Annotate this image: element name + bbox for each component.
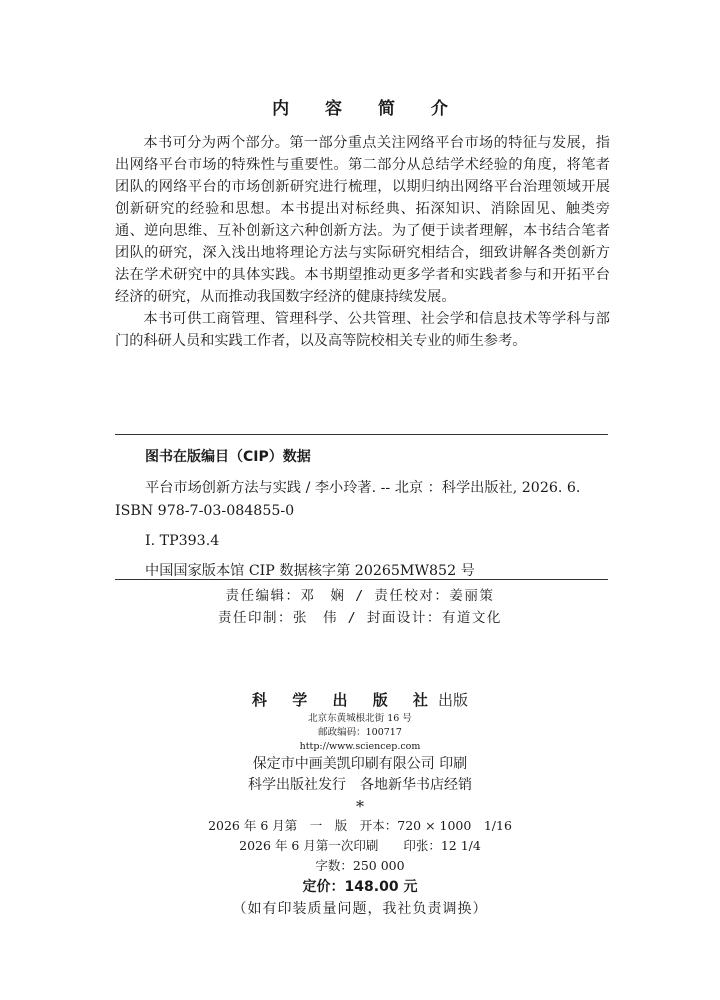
summary-text <box>115 132 610 352</box>
cip-bottom-rule <box>115 579 608 580</box>
summary-title: 内 容 简 介 <box>272 99 463 119</box>
publisher-info <box>0 688 720 920</box>
separator-star: * <box>356 797 364 816</box>
cip-record: 中国国家版本馆 CIP 数据核字第 20265MW852 号 <box>145 563 475 579</box>
publisher-name <box>0 688 720 712</box>
printing-line: 2026 年 6 月第一次印刷 印张：12 1/4 <box>239 838 481 853</box>
word-count: 字数：250 000 <box>315 858 405 873</box>
summary-paragraph: 本书可供工商管理、管理科学、公共管理、社会学和信息技术等学科与部门的科研人员和实践工作者，以及高等院校相关专业的师生参考。 <box>115 311 610 349</box>
publisher-postcode: 邮政编码：100717 <box>318 727 402 738</box>
editor-line: 责任印制：张 伟 / 封面设计：有道文化 <box>218 610 502 626</box>
edition-line: 2026 年 6 月第 一 版 开本：720 × 1000 1/16 <box>208 818 512 833</box>
cip-heading: 图书在版编目（CIP）数据 <box>145 449 311 465</box>
publisher-suffix: 出版 <box>437 691 468 709</box>
cip-top-rule <box>115 434 608 435</box>
cip-classification: Ⅰ. TP393.4 <box>145 533 220 549</box>
cip-block <box>115 446 608 583</box>
printer-line: 保定市中画美凯印刷有限公司 印刷 <box>252 756 468 772</box>
summary-paragraph: 本书可分为两个部分。第一部分重点关注网络平台市场的特征与发展，指出网络平台市场的特殊性与重要性。第二部分从总结学术经验的角度，将笔者团队的网络平台的市场创新研究进行梳理，以期归纳出网络平台治理领域开展创新研究的经验和思想。本书提出对标经典、拓深知识、消除固见、触类旁通、逆向思维、互补创新这六种创新方法。为了便于读者理解，本书结合笔者团队的研究，深入浅出地将理论方法与实际研究相结合，细致讲解各类创新方法在学术研究中的具体实践。本书期望推动更多学者和实践者参与和开拓平台经济的研究，从而推动我国数字经济的健康持续发展。 <box>115 135 610 305</box>
quality-note: （如有印装质量问题，我社负责调换） <box>232 901 488 917</box>
editor-line: 责任编辑：邓 娴 / 责任校对：姜丽策 <box>225 588 495 604</box>
price: 定价：148.00 元 <box>302 879 418 895</box>
publisher-website: http://www.sciencep.com <box>299 741 421 752</box>
cip-title-line: 平台市场创新方法与实践 / 李小玲著. -- 北京 ：科学出版社, 2026. 6. <box>145 480 581 496</box>
editor-credits <box>0 585 720 629</box>
publisher-address: 北京东黄城根北街 16 号 <box>308 713 412 724</box>
publisher-brand: 科 学 出 版 社 <box>252 691 438 709</box>
cip-isbn: ISBN 978-7-03-084855-0 <box>115 503 295 519</box>
distribution-line: 科学出版社发行 各地新华书店经销 <box>248 777 472 793</box>
